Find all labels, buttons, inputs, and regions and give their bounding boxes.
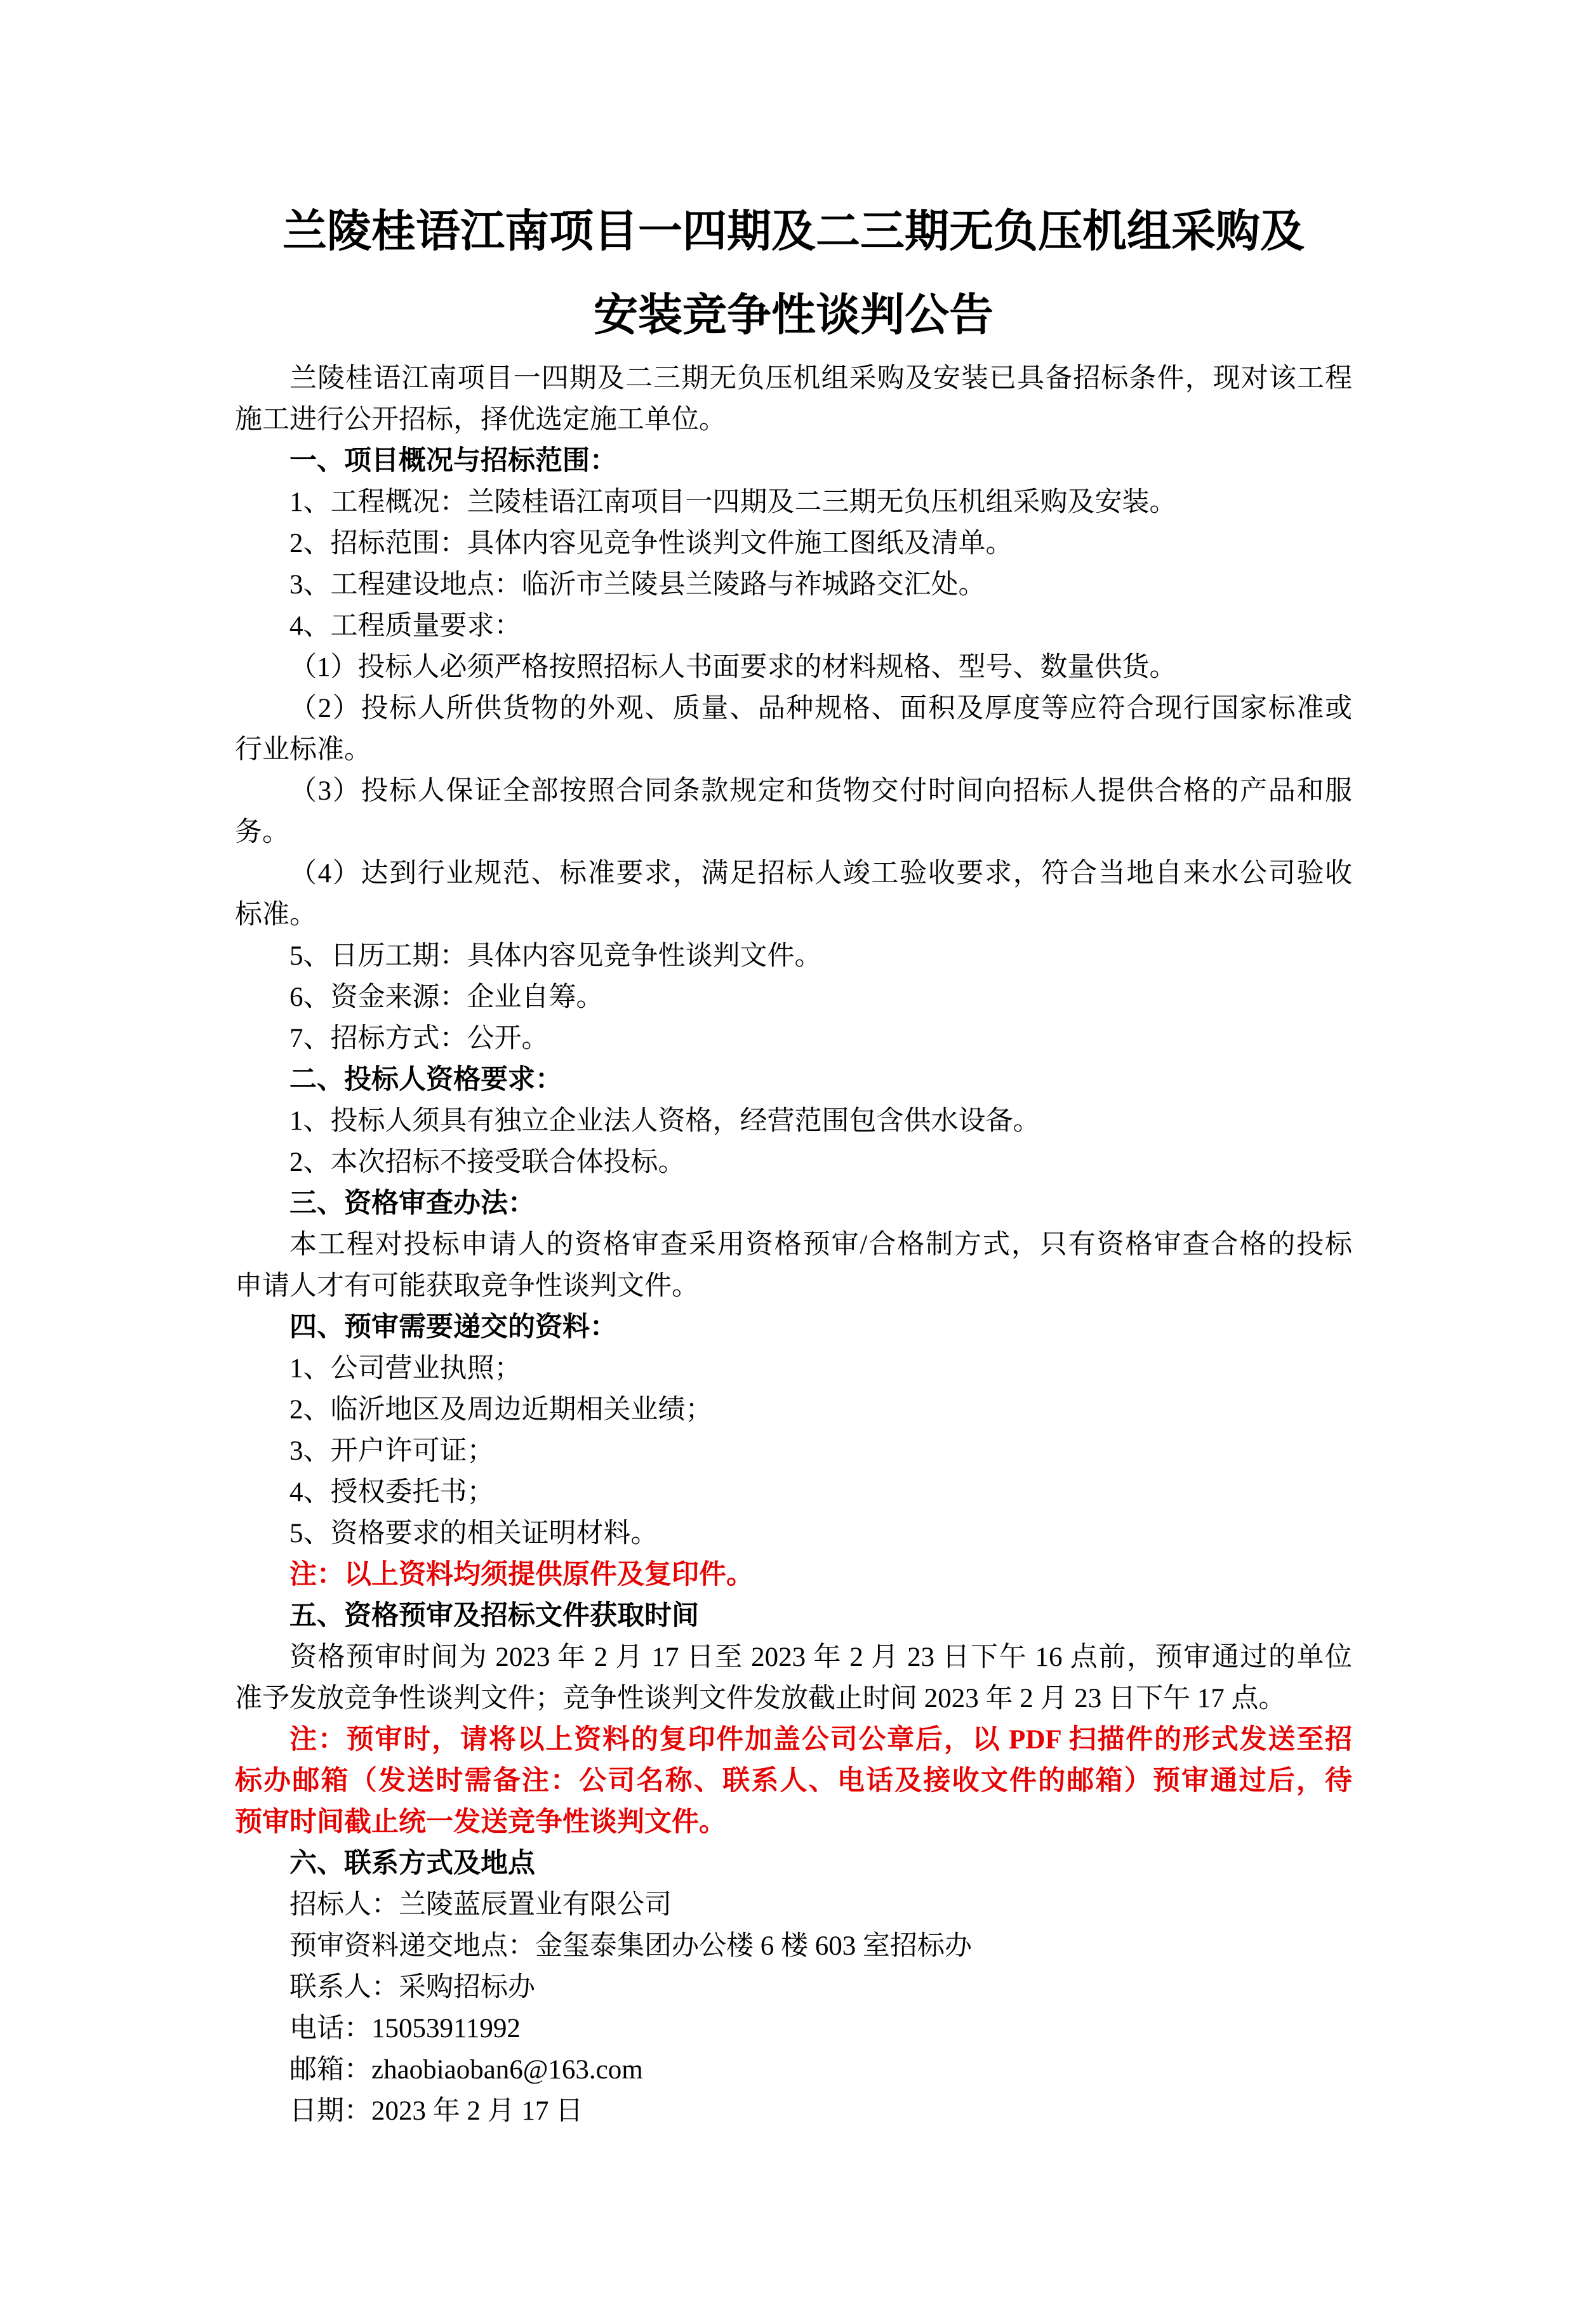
document-title-line-2: 安装竞争性谈判公告 xyxy=(594,291,994,340)
section-4-heading: 四、预审需要递交的资料： xyxy=(289,1312,617,1342)
prequalification-document-1: 1、公司营业执照； xyxy=(289,1354,522,1383)
section-6-heading: 六、联系方式及地点 xyxy=(289,1849,535,1878)
contact-date: 日期：2023 年 2 月 17 日 xyxy=(289,2096,583,2126)
contact-address: 预审资料递交地点：金玺泰集团办公楼 6 楼 603 室招标办 xyxy=(289,1931,972,1961)
prequalification-document-5: 5、资格要求的相关证明材料。 xyxy=(289,1519,658,1548)
project-overview-item-7: 7、招标方式：公开。 xyxy=(289,1024,549,1053)
submission-note-line-2: 标办邮箱（发送时需备注：公司名称、联系人、电话及接收文件的邮箱）预审通过后，待 xyxy=(235,1766,1352,1796)
project-overview-item-6: 6、资金来源：企业自筹。 xyxy=(289,982,604,1012)
contact-tenderer: 招标人：兰陵蓝辰置业有限公司 xyxy=(289,1890,672,1920)
schedule-paragraph-line-1: 资格预审时间为 2023 年 2 月 17 日至 2023 年 2 月 23 日下午 16 点前，预审通过的单位 xyxy=(289,1642,1352,1672)
prequalification-document-3: 3、开户许可证； xyxy=(289,1436,495,1466)
qualification-review-paragraph-line-1: 本工程对投标申请人的资格审查采用资格预审/合格制方式，只有资格审查合格的投标 xyxy=(289,1230,1352,1260)
quality-requirement-2-line-2: 行业标准。 xyxy=(235,735,371,765)
qualification-review-paragraph-line-2: 申请人才有可能获取竞争性谈判文件。 xyxy=(235,1271,699,1301)
document-title xyxy=(235,190,1352,358)
document-title-line-1: 兰陵桂语江南项目一四期及二三期无负压机组采购及 xyxy=(282,208,1305,256)
quality-requirement-2-line-1: （2）投标人所供货物的外观、质量、品种规格、面积及厚度等应符合现行国家标准或 xyxy=(289,694,1352,723)
project-overview-item-5: 5、日历工期：具体内容见竞争性谈判文件。 xyxy=(289,941,822,971)
schedule-paragraph-line-2: 准予发放竞争性谈判文件；竞争性谈判文件发放截止时间 2023 年 2 月 23 日下午 17 点。 xyxy=(235,1684,1286,1713)
prequalification-note: 注：以上资料均须提供原件及复印件。 xyxy=(289,1560,754,1590)
quality-requirement-1: （1）投标人必须严格按照招标人书面要求的材料规格、型号、数量供货。 xyxy=(289,652,1177,682)
contact-phone: 电话：15053911992 xyxy=(289,2014,521,2043)
project-overview-item-2: 2、招标范围：具体内容见竞争性谈判文件施工图纸及清单。 xyxy=(289,529,1013,558)
intro-paragraph-line-2: 施工进行公开招标，择优选定施工单位。 xyxy=(235,405,726,435)
section-2-heading: 二、投标人资格要求： xyxy=(289,1065,562,1095)
document-content xyxy=(235,0,1352,2132)
section-3-heading: 三、资格审查办法： xyxy=(289,1189,535,1218)
quality-requirement-4-line-2: 标准。 xyxy=(235,900,317,930)
prequalification-document-4: 4、授权委托书； xyxy=(289,1477,495,1507)
project-overview-item-3: 3、工程建设地点：临沂市兰陵县兰陵路与祚城路交汇处。 xyxy=(289,570,986,600)
quality-requirement-3-line-1: （3）投标人保证全部按照合同条款规定和货物交付时间向招标人提供合格的产品和服 xyxy=(289,776,1352,806)
project-overview-item-4: 4、工程质量要求： xyxy=(289,611,522,641)
section-1-heading: 一、项目概况与招标范围： xyxy=(289,446,617,476)
bidder-requirement-2: 2、本次招标不接受联合体投标。 xyxy=(289,1147,686,1177)
bidder-requirement-1: 1、投标人须具有独立企业法人资格，经营范围包含供水设备。 xyxy=(289,1106,1040,1136)
quality-requirement-3-line-2: 务。 xyxy=(235,817,289,847)
submission-note-line-1: 注：预审时，请将以上资料的复印件加盖公司公章后，以 PDF 扫描件的形式发送至招 xyxy=(289,1725,1352,1755)
section-5-heading: 五、资格预审及招标文件获取时间 xyxy=(289,1601,699,1631)
intro-paragraph-line-1: 兰陵桂语江南项目一四期及二三期无负压机组采购及安装已具备招标条件，现对该工程 xyxy=(289,364,1352,393)
prequalification-document-2: 2、临沂地区及周边近期相关业绩； xyxy=(289,1395,713,1425)
quality-requirement-4-line-1: （4）达到行业规范、标准要求，满足招标人竣工验收要求，符合当地自来水公司验收 xyxy=(289,859,1352,888)
contact-person: 联系人：采购招标办 xyxy=(289,1972,535,2002)
document-body xyxy=(235,358,1352,2132)
project-overview-item-1: 1、工程概况：兰陵桂语江南项目一四期及二三期无负压机组采购及安装。 xyxy=(289,487,1177,517)
contact-email: 邮箱：zhaobiaoban6@163.com xyxy=(289,2055,643,2085)
submission-note-line-3: 预审时间截止统一发送竞争性谈判文件。 xyxy=(235,1807,726,1837)
